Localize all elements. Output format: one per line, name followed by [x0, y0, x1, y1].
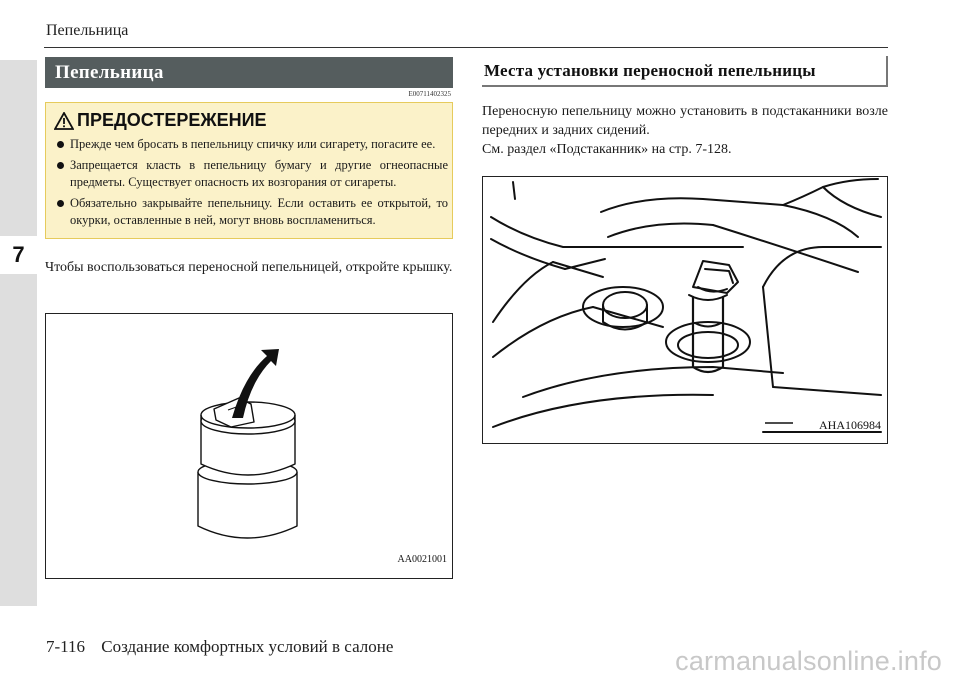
- warning-item: [56, 195, 448, 229]
- figure-code: AA0021001: [397, 554, 447, 565]
- warning-item: [56, 157, 448, 191]
- cross-reference[interactable]: См. раздел «Подстаканник» на стр. 7-128.: [482, 142, 732, 157]
- cupholder-illustration: [483, 177, 886, 442]
- warning-item: [56, 136, 448, 153]
- chapter-title: Создание комфортных условий в салоне: [101, 637, 394, 656]
- warning-title: ПРЕДОСТЕРЕЖЕНИЕ: [77, 110, 267, 130]
- page-footer: [46, 637, 405, 657]
- figure-portable-ashtray: [45, 313, 453, 579]
- portable-ashtray-illustration: [46, 314, 451, 577]
- mounting-paragraph: Переносную пепельницу можно установить в подстаканники возле передних и задних сидений.: [482, 104, 888, 138]
- section-title-ashtray: Пепельница: [45, 57, 453, 88]
- figure-cupholder-location: [482, 176, 888, 444]
- warning-list: [56, 136, 448, 233]
- running-header: Пепельница: [46, 22, 129, 39]
- section-title-mounting: Места установки переносной пепельницы: [482, 56, 888, 87]
- bullet-icon: [57, 141, 64, 148]
- warning-item-text: Запрещается класть в пепельницу бумагу и другие огнеопасные предметы. Существует опасность их возгорания от сигареты.: [70, 158, 448, 189]
- warning-heading: [54, 110, 267, 131]
- watermark: carmanualsonline.info: [675, 646, 942, 676]
- warning-box: [45, 102, 453, 239]
- figure-code: AHA106984: [819, 418, 881, 432]
- bullet-icon: [57, 162, 64, 169]
- page-number: 7-116: [46, 637, 86, 656]
- document-code: E00711402325: [408, 90, 451, 98]
- chapter-side-band: [0, 60, 37, 606]
- warning-item-text: Обязательно закрывайте пепельницу. Если оставить ее открытой, то окурки, оставленные в ней, могут вновь воспламениться.: [70, 196, 448, 227]
- bullet-icon: [57, 200, 64, 207]
- header-rule: [44, 47, 888, 48]
- warning-triangle-icon: [54, 112, 74, 130]
- warning-item-text: Прежде чем бросать в пепельницу спичку или сигарету, погасите ее.: [70, 137, 436, 151]
- chapter-tab[interactable]: 7: [0, 236, 37, 274]
- instruction-text: Чтобы воспользоваться переносной пепельницей, откройте крышку.: [45, 260, 453, 275]
